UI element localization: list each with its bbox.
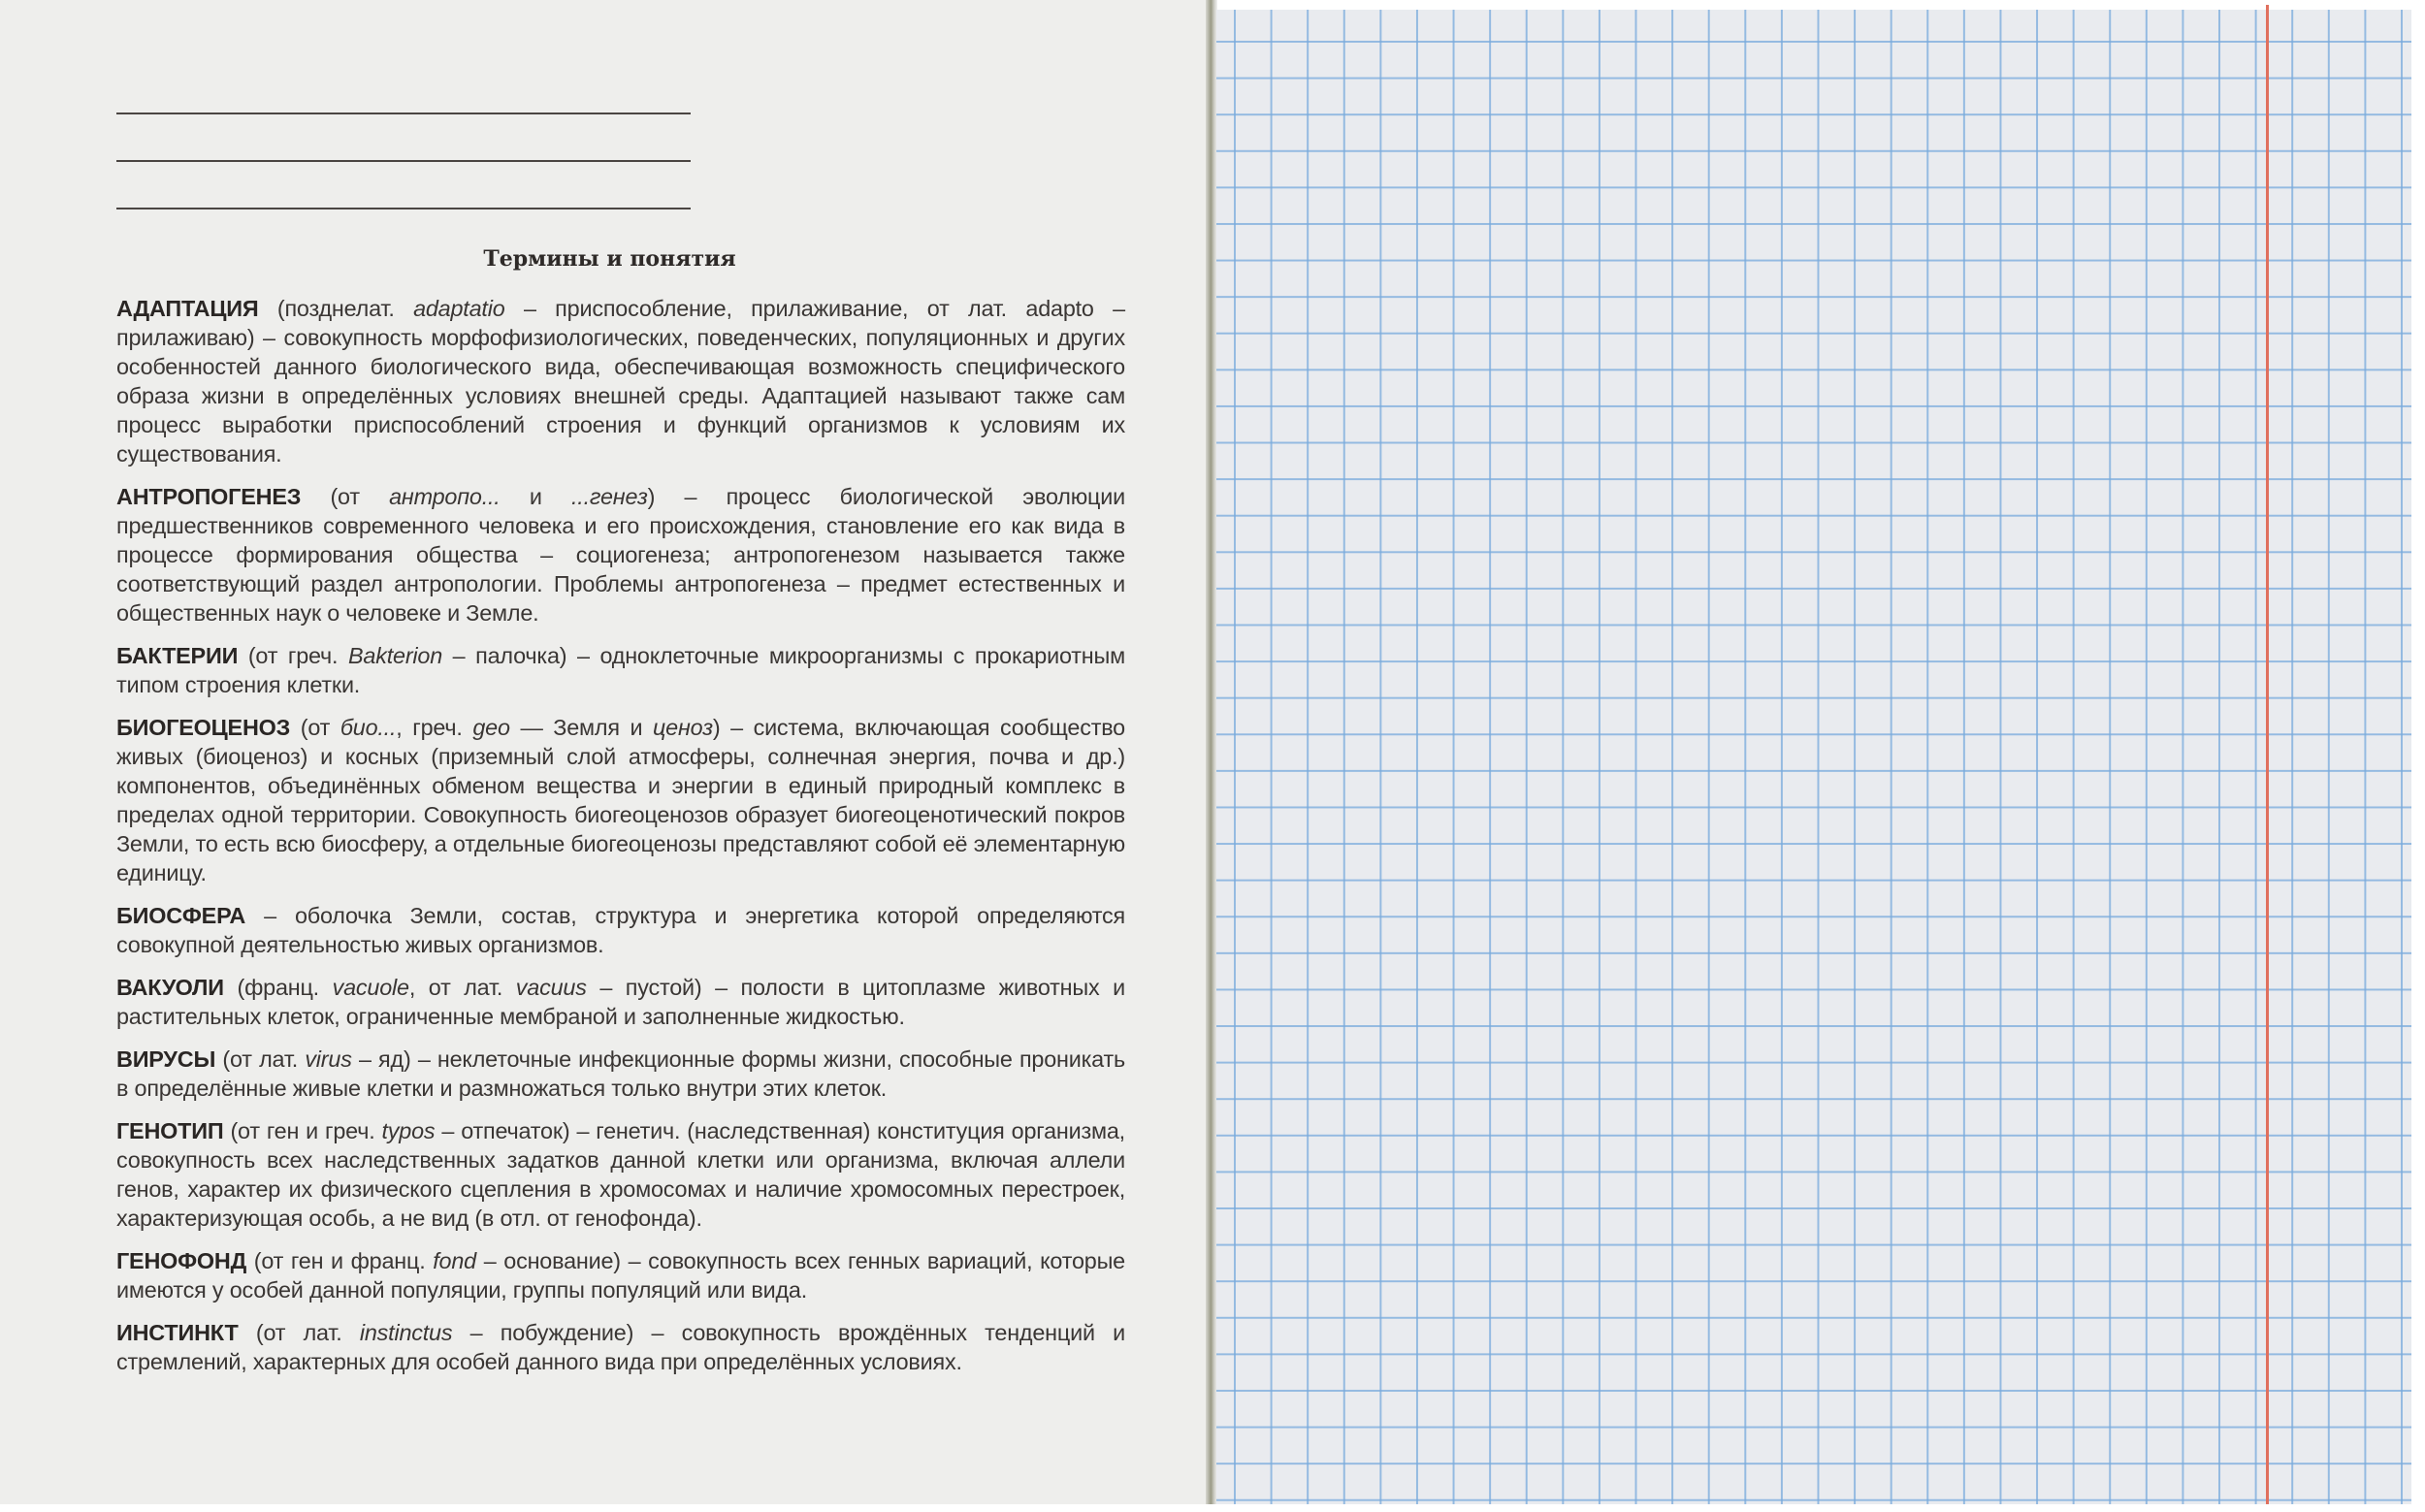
term-definition-text: (франц. bbox=[223, 975, 333, 1000]
term-name: ГЕНОТИП bbox=[116, 1118, 224, 1143]
term-etymology-italic: vacuus bbox=[515, 975, 587, 1000]
term-name: ИНСТИНКТ bbox=[116, 1320, 239, 1345]
red-margin-line bbox=[2266, 5, 2269, 1504]
term-definition-text: – яд) – неклеточные инфекционные формы жизни, способные проникать в определённые живые клетки и размножаться только внутри этих клеток. bbox=[116, 1046, 1125, 1101]
term-definition-text: (позднелат. bbox=[258, 296, 414, 321]
blank-write-line-3 bbox=[116, 208, 691, 209]
blank-write-line-1 bbox=[116, 113, 691, 114]
term-name: БИОСФЕРА bbox=[116, 903, 246, 928]
term-entry bbox=[116, 1116, 1125, 1233]
term-entry bbox=[116, 1318, 1125, 1376]
term-name: ВАКУОЛИ bbox=[116, 975, 224, 1000]
term-etymology-italic: typos bbox=[381, 1118, 436, 1143]
term-etymology-italic: ...генез bbox=[571, 484, 648, 509]
term-definition-text: (от лат. bbox=[238, 1320, 360, 1345]
term-definition-text: (от греч. bbox=[238, 643, 348, 668]
term-entry bbox=[116, 901, 1125, 959]
term-name: ГЕНОФОНД bbox=[116, 1248, 247, 1273]
terms-list bbox=[116, 294, 1125, 1390]
term-entry bbox=[116, 1045, 1125, 1103]
term-definition-text: , от лат. bbox=[408, 975, 516, 1000]
term-definition-text: (от bbox=[290, 715, 340, 740]
term-name: АДАПТАЦИЯ bbox=[116, 296, 259, 321]
term-etymology-italic: ценоз bbox=[653, 715, 713, 740]
term-etymology-italic: антропо... bbox=[389, 484, 501, 509]
term-name: АНТРОПОГЕНЕЗ bbox=[116, 484, 302, 509]
term-entry bbox=[116, 641, 1125, 699]
term-etymology-italic: adaptatio bbox=[413, 296, 505, 321]
term-entry bbox=[116, 973, 1125, 1031]
term-entry bbox=[116, 713, 1125, 887]
term-etymology-italic: vacuole bbox=[332, 975, 409, 1000]
grid-paper-page bbox=[1216, 10, 2411, 1504]
term-etymology-italic: fond bbox=[433, 1248, 476, 1273]
term-definition-text: – отпечаток) – генетич. (наследственная) конституция организма, совокупность всех наследственных задатков данной клетки или организма, включая аллели генов, характер их физического сцепления в хромосомах и наличие хромосомных перестроек, характеризующая особь, а не вид (в отл. от генофонда). bbox=[116, 1118, 1125, 1231]
term-etymology-italic: био... bbox=[340, 715, 397, 740]
term-definition-text: – побуждение) – совокупность врождённых тенденций и стремлений, характерных для особей данного вида при определённых условиях. bbox=[116, 1320, 1125, 1374]
term-etymology-italic: geo bbox=[472, 715, 510, 740]
term-definition-text: ) – процесс биологической эволюции предшественников современного человека и его происхождения, становление его как вида в процессе формирования общества – социогенеза; антропогенезом называется также соответствующий раздел антропологии. Проблемы антропогенеза – предмет естественных и общественных наук о человеке и Земле. bbox=[116, 484, 1125, 626]
term-entry bbox=[116, 482, 1125, 627]
term-name: БИОГЕОЦЕНОЗ bbox=[116, 715, 291, 740]
term-definition-text: (от ген и греч. bbox=[223, 1118, 382, 1143]
term-definition-text: – приспособление, прилаживание, от лат. adapto – прилаживаю) – совокупность морфофизиологических, поведенческих, популяционных и других особенностей данного биологического вида, обеспечивающая возможность специфического образа жизни в определённых условиях внешней среды. Адаптацией называют также сам процесс выработки приспособлений строения и функций организмов к условиям их существования. bbox=[116, 296, 1125, 466]
term-name: БАКТЕРИИ bbox=[116, 643, 239, 668]
term-etymology-italic: Bakterion bbox=[348, 643, 443, 668]
term-etymology-italic: virus bbox=[305, 1046, 352, 1072]
page-title: Термины и понятия bbox=[483, 246, 736, 272]
term-definition-text: (от bbox=[301, 484, 390, 509]
term-definition-text: , греч. bbox=[396, 715, 473, 740]
term-definition-text: и bbox=[500, 484, 571, 509]
term-definition-text: – оболочка Земли, состав, структура и энергетика которой определяются совокупной деятельностью живых организмов. bbox=[116, 903, 1125, 957]
term-definition-text: (от лат. bbox=[215, 1046, 306, 1072]
notebook-cover-inner-page bbox=[0, 0, 1208, 1504]
term-definition-text: – основание) – совокупность всех генных вариаций, которые имеются у особей данной популяции, группы популяций или вида. bbox=[116, 1248, 1125, 1303]
term-etymology-italic: instinctus bbox=[359, 1320, 453, 1345]
term-definition-text: ) – система, включающая сообщество живых (биоценоз) и косных (приземный слой атмосферы, солнечная энергия, почва и др.) компонентов, объединённых обменом вещества и энергии в единый природный комплекс в пределах одной территории. Совокупность биогеоценозов образует биогеоценотический покров Земли, то есть всю биосферу, а отдельные биогеоценозы представляют собой её элементарную единицу. bbox=[116, 715, 1125, 885]
term-definition-text: – пустой) – полости в цитоплазме животных и растительных клеток, ограниченные мембраной и заполненные жидкостью. bbox=[116, 975, 1126, 1029]
term-definition-text: — Земля и bbox=[509, 715, 653, 740]
blank-write-line-2 bbox=[116, 160, 691, 162]
term-name: ВИРУСЫ bbox=[116, 1046, 216, 1072]
term-definition-text: – палочка) – одноклеточные микроорганизмы с прокариотным типом строения клетки. bbox=[116, 643, 1125, 697]
term-entry bbox=[116, 1246, 1125, 1304]
term-definition-text: (от ген и франц. bbox=[246, 1248, 434, 1273]
term-entry bbox=[116, 294, 1125, 468]
